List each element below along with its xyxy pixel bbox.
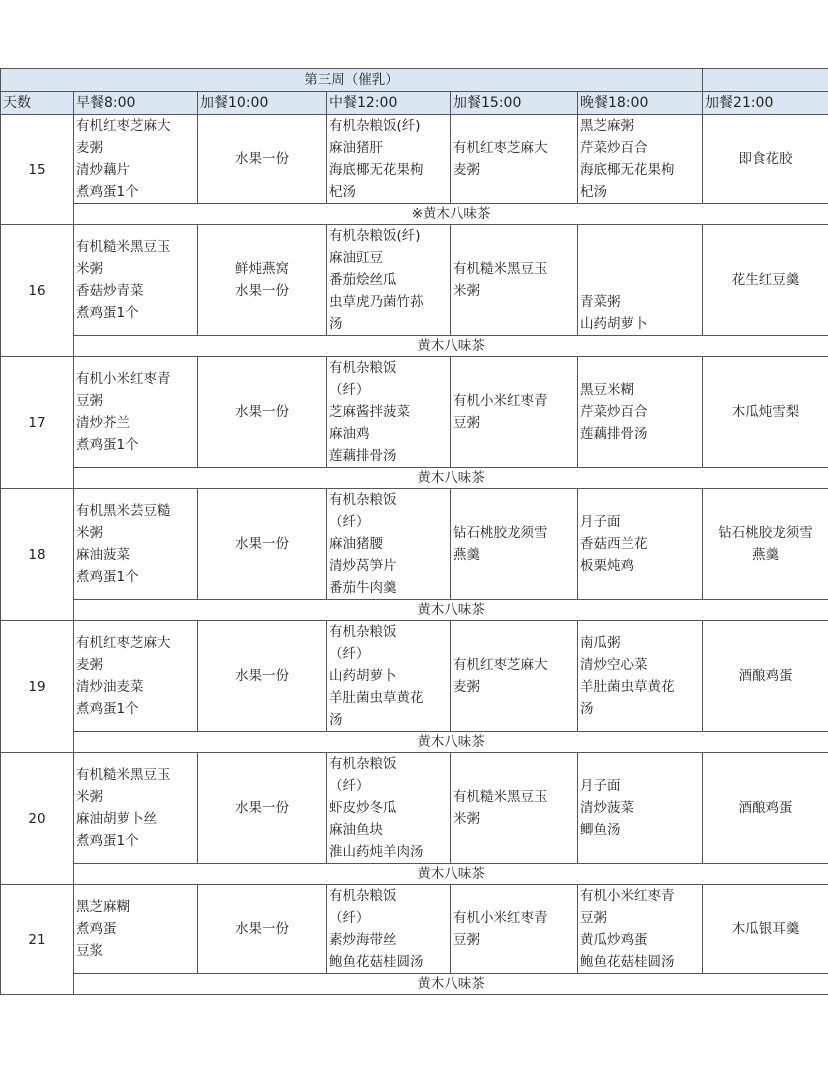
menu-item: 豆粥 bbox=[453, 932, 480, 948]
meal-plan-table bbox=[0, 68, 828, 995]
tea-cell: ※黄木八味茶 bbox=[74, 204, 828, 225]
menu-item: 芝麻酱拌菠菜 bbox=[329, 404, 410, 420]
tea-cell: 黄木八味茶 bbox=[74, 864, 828, 885]
week-title: 第三周（催乳） bbox=[1, 69, 703, 92]
menu-item: 羊肚菌虫草黄花 bbox=[329, 690, 424, 706]
menu-item: 煮鸡蛋1个 bbox=[76, 569, 139, 585]
menu-item bbox=[580, 225, 700, 247]
title-blank-cell bbox=[703, 69, 828, 92]
menu-item: 麻油豇豆 bbox=[329, 250, 383, 266]
menu-item: 煮鸡蛋1个 bbox=[76, 184, 139, 200]
menu-item: 有机杂粮饭 bbox=[329, 360, 397, 376]
breakfast-cell bbox=[74, 489, 198, 600]
menu-item bbox=[580, 269, 700, 291]
menu-item: （纤） bbox=[329, 910, 370, 926]
menu-item: 麻油猪腰 bbox=[329, 536, 383, 552]
menu-item: 有机糙米黑豆玉 bbox=[76, 767, 171, 783]
menu-item: 虾皮炒冬瓜 bbox=[329, 800, 397, 816]
dinner-cell bbox=[578, 115, 703, 204]
snack-21-cell bbox=[703, 357, 828, 468]
menu-item: 芹菜炒百合 bbox=[580, 404, 648, 420]
dinner-cell bbox=[578, 357, 703, 468]
header-dinner: 晚餐18:00 bbox=[578, 92, 703, 115]
menu-item: 杞汤 bbox=[580, 184, 607, 200]
menu-item: 青菜粥 bbox=[580, 294, 621, 310]
menu-item: 黄瓜炒鸡蛋 bbox=[580, 932, 648, 948]
snack-21-cell bbox=[703, 753, 828, 864]
lunch-cell bbox=[327, 357, 451, 468]
menu-item: 虫草虎乃菌竹荪 bbox=[329, 294, 424, 310]
breakfast-cell bbox=[74, 115, 198, 204]
menu-item: 水果一份 bbox=[235, 404, 289, 420]
menu-item: 水果一份 bbox=[235, 283, 289, 299]
dinner-cell bbox=[578, 621, 703, 732]
menu-item: 酒酿鸡蛋 bbox=[738, 800, 793, 816]
menu-item: 有机杂粮饭(纤) bbox=[329, 228, 421, 244]
menu-item: 米粥 bbox=[453, 283, 480, 299]
breakfast-cell bbox=[74, 753, 198, 864]
menu-item: 燕羹 bbox=[453, 547, 480, 563]
snack-10-cell bbox=[198, 621, 327, 732]
header-lunch: 中餐12:00 bbox=[327, 92, 451, 115]
day-row bbox=[1, 115, 828, 204]
menu-item: 米粥 bbox=[76, 789, 103, 805]
tea-row bbox=[1, 974, 828, 995]
day-number: 21 bbox=[1, 885, 74, 995]
snack-21-cell bbox=[703, 115, 828, 204]
menu-item: 有机黑米芸豆糙 bbox=[76, 503, 171, 519]
snack-21-cell bbox=[703, 885, 828, 974]
menu-item: 鲜炖燕窝 bbox=[235, 261, 289, 277]
title-row bbox=[1, 69, 828, 92]
menu-item: 南瓜粥 bbox=[580, 635, 621, 651]
menu-item: 木瓜银耳羹 bbox=[731, 921, 800, 937]
snack-21-cell bbox=[703, 225, 828, 336]
menu-item: 板栗炖鸡 bbox=[580, 558, 634, 574]
menu-item: 有机杂粮饭 bbox=[329, 492, 397, 508]
snack-15-cell bbox=[451, 621, 578, 732]
menu-item: 黑芝麻糊 bbox=[76, 899, 130, 915]
menu-item: 有机小米红枣青 bbox=[453, 393, 548, 409]
menu-item: 麻油鱼块 bbox=[329, 822, 383, 838]
day-row bbox=[1, 489, 828, 600]
menu-item bbox=[580, 247, 700, 269]
snack-10-cell bbox=[198, 489, 327, 600]
tea-row bbox=[1, 336, 828, 357]
menu-item: 麻油猪肝 bbox=[329, 140, 383, 156]
menu-item: 麻油菠菜 bbox=[76, 547, 130, 563]
menu-item: 香菇西兰花 bbox=[580, 536, 648, 552]
tea-cell: 黄木八味茶 bbox=[74, 336, 828, 357]
menu-item: 有机红枣芝麻大 bbox=[76, 118, 171, 134]
menu-item: 香菇炒青菜 bbox=[76, 283, 144, 299]
menu-item: 有机杂粮饭(纤) bbox=[329, 118, 421, 134]
menu-item: 水果一份 bbox=[235, 800, 289, 816]
menu-item: 鲍鱼花菇桂圆汤 bbox=[329, 954, 424, 970]
menu-item: 清炒芥兰 bbox=[76, 415, 130, 431]
menu-item: 木瓜炖雪梨 bbox=[731, 404, 800, 420]
menu-item: 水果一份 bbox=[235, 668, 289, 684]
header-row bbox=[1, 92, 828, 115]
menu-item: （纤） bbox=[329, 646, 370, 662]
snack-21-cell bbox=[703, 489, 828, 600]
menu-item: 海底椰无花果枸 bbox=[329, 162, 424, 178]
lunch-cell bbox=[327, 885, 451, 974]
menu-item: 燕羹 bbox=[752, 547, 780, 563]
snack-15-cell bbox=[451, 489, 578, 600]
header-snack-10: 加餐10:00 bbox=[198, 92, 327, 115]
day-number: 15 bbox=[1, 115, 74, 225]
menu-item: 月子面 bbox=[580, 514, 621, 530]
menu-item: 水果一份 bbox=[235, 921, 289, 937]
snack-15-cell bbox=[451, 115, 578, 204]
menu-item: 有机杂粮饭 bbox=[329, 888, 397, 904]
breakfast-cell bbox=[74, 357, 198, 468]
meal-plan-sheet bbox=[0, 68, 828, 995]
menu-item: 番茄牛肉羹 bbox=[329, 580, 397, 596]
header-snack-21: 加餐21:00 bbox=[703, 92, 828, 115]
menu-item: 花生红豆羹 bbox=[731, 272, 800, 288]
menu-item: 月子面 bbox=[580, 778, 621, 794]
menu-item: 清炒空心菜 bbox=[580, 657, 648, 673]
menu-item: 麦粥 bbox=[76, 657, 103, 673]
day-row bbox=[1, 357, 828, 468]
tea-cell: 黄木八味茶 bbox=[74, 732, 828, 753]
menu-item: 素炒海带丝 bbox=[329, 932, 397, 948]
menu-item: 鲫鱼汤 bbox=[580, 822, 621, 838]
menu-item: 煮鸡蛋1个 bbox=[76, 833, 139, 849]
dinner-cell bbox=[578, 225, 703, 336]
tea-row bbox=[1, 864, 828, 885]
day-row bbox=[1, 225, 828, 336]
day-number: 20 bbox=[1, 753, 74, 885]
day-number: 18 bbox=[1, 489, 74, 621]
menu-item: 莲藕排骨汤 bbox=[329, 448, 397, 464]
day-number: 19 bbox=[1, 621, 74, 753]
menu-item: （纤） bbox=[329, 514, 370, 530]
menu-item: 麦粥 bbox=[76, 140, 103, 156]
menu-item: 有机糙米黑豆玉 bbox=[453, 789, 548, 805]
menu-item: 有机糙米黑豆玉 bbox=[453, 261, 548, 277]
menu-item: 有机小米红枣青 bbox=[76, 371, 171, 387]
menu-item: 清炒莴笋片 bbox=[329, 558, 397, 574]
menu-item: 水果一份 bbox=[235, 151, 289, 167]
menu-item: 麦粥 bbox=[453, 679, 480, 695]
tea-row bbox=[1, 468, 828, 489]
menu-item: 番茄烩丝瓜 bbox=[329, 272, 397, 288]
menu-item: 麦粥 bbox=[453, 162, 480, 178]
breakfast-cell bbox=[74, 225, 198, 336]
menu-item: 汤 bbox=[580, 701, 594, 717]
header-snack-15: 加餐15:00 bbox=[451, 92, 578, 115]
tea-row bbox=[1, 204, 828, 225]
menu-item: 钻石桃胶龙须雪 bbox=[718, 525, 813, 541]
menu-item: 淮山药炖羊肉汤 bbox=[329, 844, 424, 860]
header-day: 天数 bbox=[1, 92, 74, 115]
lunch-cell bbox=[327, 225, 451, 336]
header-breakfast: 早餐8:00 bbox=[74, 92, 198, 115]
menu-item: 有机小米红枣青 bbox=[453, 910, 548, 926]
snack-10-cell bbox=[198, 885, 327, 974]
snack-10-cell bbox=[198, 225, 327, 336]
menu-item: 有机糙米黑豆玉 bbox=[76, 239, 171, 255]
menu-item: 米粥 bbox=[76, 261, 103, 277]
tea-row bbox=[1, 600, 828, 621]
menu-item: 煮鸡蛋1个 bbox=[76, 305, 139, 321]
snack-15-cell bbox=[451, 753, 578, 864]
menu-item: 有机小米红枣青 bbox=[580, 888, 675, 904]
day-number: 17 bbox=[1, 357, 74, 489]
snack-15-cell bbox=[451, 885, 578, 974]
menu-item: 有机红枣芝麻大 bbox=[76, 635, 171, 651]
menu-item: 有机杂粮饭 bbox=[329, 756, 397, 772]
menu-item: 山药胡萝卜 bbox=[580, 316, 648, 332]
menu-item: 杞汤 bbox=[329, 184, 356, 200]
menu-item: 清炒菠菜 bbox=[580, 800, 634, 816]
table-body bbox=[1, 69, 828, 995]
breakfast-cell bbox=[74, 621, 198, 732]
menu-item: 黑芝麻粥 bbox=[580, 118, 634, 134]
menu-item: 麻油鸡 bbox=[329, 426, 370, 442]
snack-15-cell bbox=[451, 225, 578, 336]
menu-item: 煮鸡蛋1个 bbox=[76, 437, 139, 453]
menu-item: 豆浆 bbox=[76, 943, 103, 959]
menu-item: 米粥 bbox=[76, 525, 103, 541]
menu-item: 汤 bbox=[329, 316, 343, 332]
snack-10-cell bbox=[198, 115, 327, 204]
menu-item: 羊肚菌虫草黄花 bbox=[580, 679, 675, 695]
menu-item: 黑豆米糊 bbox=[580, 382, 634, 398]
tea-cell: 黄木八味茶 bbox=[74, 974, 828, 995]
menu-item: 莲藕排骨汤 bbox=[580, 426, 648, 442]
menu-item: 即食花胶 bbox=[738, 151, 793, 167]
menu-item: 豆粥 bbox=[453, 415, 480, 431]
snack-21-cell bbox=[703, 621, 828, 732]
snack-10-cell bbox=[198, 753, 327, 864]
menu-item: 煮鸡蛋 bbox=[76, 921, 117, 937]
day-number: 16 bbox=[1, 225, 74, 357]
dinner-cell bbox=[578, 489, 703, 600]
tea-row bbox=[1, 732, 828, 753]
day-row bbox=[1, 753, 828, 864]
menu-item: 煮鸡蛋1个 bbox=[76, 701, 139, 717]
menu-item: 芹菜炒百合 bbox=[580, 140, 648, 156]
menu-item: 水果一份 bbox=[235, 536, 289, 552]
menu-item: 清炒油麦菜 bbox=[76, 679, 144, 695]
breakfast-cell bbox=[74, 885, 198, 974]
snack-15-cell bbox=[451, 357, 578, 468]
dinner-cell bbox=[578, 753, 703, 864]
menu-item: 海底椰无花果枸 bbox=[580, 162, 675, 178]
tea-cell: 黄木八味茶 bbox=[74, 468, 828, 489]
lunch-cell bbox=[327, 489, 451, 600]
menu-item: 豆粥 bbox=[76, 393, 103, 409]
menu-item: 有机红枣芝麻大 bbox=[453, 140, 548, 156]
snack-10-cell bbox=[198, 357, 327, 468]
menu-item: 有机红枣芝麻大 bbox=[453, 657, 548, 673]
day-row bbox=[1, 621, 828, 732]
lunch-cell bbox=[327, 621, 451, 732]
menu-item: 钻石桃胶龙须雪 bbox=[453, 525, 548, 541]
menu-item: 酒酿鸡蛋 bbox=[738, 668, 793, 684]
menu-item: 汤 bbox=[329, 712, 343, 728]
lunch-cell bbox=[327, 115, 451, 204]
day-row bbox=[1, 885, 828, 974]
menu-item: 麻油胡萝卜丝 bbox=[76, 811, 157, 827]
lunch-cell bbox=[327, 753, 451, 864]
tea-cell: 黄木八味茶 bbox=[74, 600, 828, 621]
dinner-cell bbox=[578, 885, 703, 974]
menu-item: 豆粥 bbox=[580, 910, 607, 926]
menu-item: 有机杂粮饭 bbox=[329, 624, 397, 640]
menu-item: （纤） bbox=[329, 778, 370, 794]
menu-item: 鲍鱼花菇桂圆汤 bbox=[580, 954, 675, 970]
menu-item: （纤） bbox=[329, 382, 370, 398]
menu-item: 清炒藕片 bbox=[76, 162, 130, 178]
menu-item: 山药胡萝卜 bbox=[329, 668, 397, 684]
menu-item: 米粥 bbox=[453, 811, 480, 827]
